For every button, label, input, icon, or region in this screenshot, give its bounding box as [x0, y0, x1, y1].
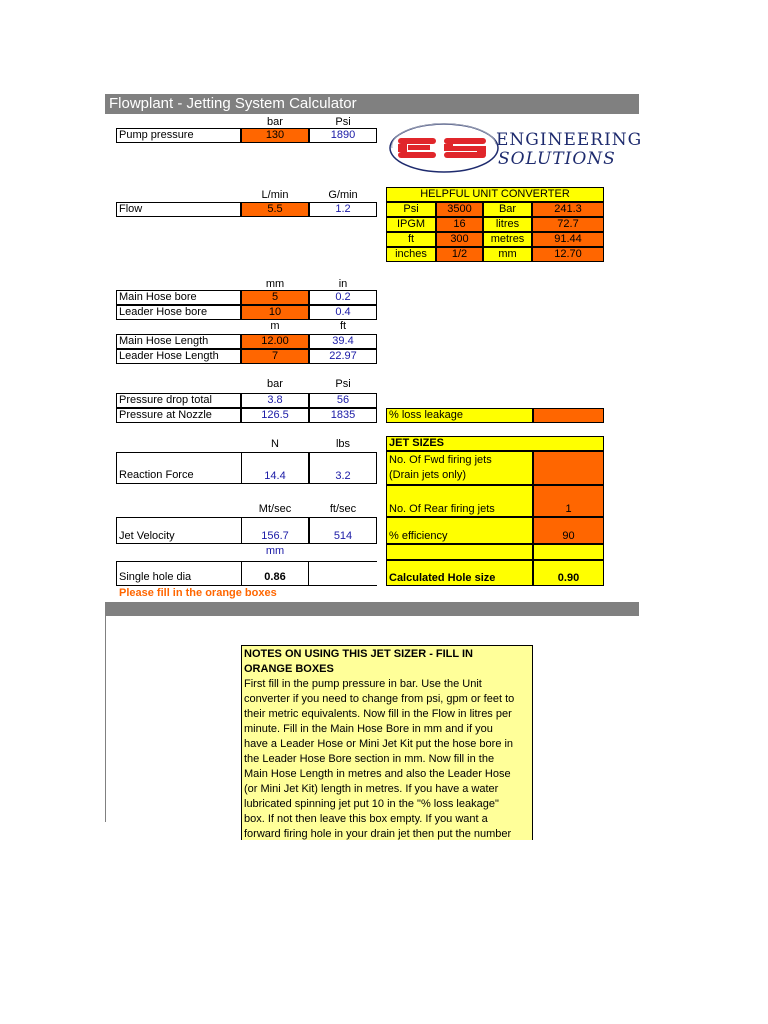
blank-cell — [309, 561, 377, 586]
notes-line: forward firing hole in your drain jet then put the number — [244, 828, 512, 840]
converter-input-1[interactable]: 3500 — [436, 202, 483, 217]
leader-hose-bore-mm-input[interactable]: 10 — [241, 305, 309, 320]
length-unit-ft: ft — [339, 320, 347, 332]
main-hose-length-ft-value: 39.4 — [309, 334, 377, 349]
pressure-at-nozzle-label: Pressure at Nozzle — [116, 408, 241, 423]
blank-yellow-cell — [533, 544, 604, 560]
notes-line: box. If not then leave this box empty. If you want a — [244, 813, 488, 825]
converter-unit-2: mm — [483, 247, 532, 262]
main-hose-length-m-input[interactable]: 12.00 — [241, 334, 309, 349]
notes-line: the Leader Hose Bore section in mm. Now fill in the — [244, 753, 495, 765]
pressure-unit-bar: bar — [267, 116, 283, 128]
loss-leakage-label: % loss leakage — [386, 408, 533, 423]
main-hose-length-label: Main Hose Length — [116, 334, 241, 349]
converter-result: 12.70 — [532, 247, 604, 262]
notes-line: (or Mini Jet Kit) length in metres. If you have a water — [244, 783, 499, 795]
converter-unit-1: ft — [386, 232, 436, 247]
pump-pressure-bar-input[interactable]: 130 — [241, 128, 309, 143]
fwd-jets-label-line-2: (Drain jets only) — [389, 469, 467, 481]
converter-row — [386, 247, 604, 262]
notes-line: have a Leader Hose or Mini Jet Kit put the hose bore in — [244, 738, 514, 750]
reaction-force-box — [116, 452, 241, 484]
logo-line-1: ENGINEERING — [496, 130, 643, 150]
flow-unit-lmin: L/min — [261, 189, 289, 201]
blank-yellow-cell — [386, 544, 533, 560]
reaction-unit-n: N — [271, 438, 279, 450]
converter-unit-1: IPGM — [386, 217, 436, 232]
pressure-nozzle-bar-value: 126.5 — [241, 408, 309, 423]
pressure-drop-bar-value: 3.8 — [241, 393, 309, 408]
rear-jets-input[interactable]: 1 — [533, 485, 604, 517]
notes-box — [241, 645, 533, 840]
leader-hose-bore-label: Leader Hose bore — [116, 305, 241, 320]
notes-line: minute. Fill in the Main Hose Bore in mm and if you — [244, 723, 493, 735]
converter-input-1[interactable]: 16 — [436, 217, 483, 232]
es-logo-icon — [388, 118, 500, 174]
drop-unit-psi: Psi — [335, 378, 351, 390]
main-hose-bore-label: Main Hose bore — [116, 290, 241, 305]
length-unit-m: m — [270, 320, 280, 332]
converter-unit-2: litres — [483, 217, 532, 232]
pressure-nozzle-psi-value: 1835 — [309, 408, 377, 423]
reaction-force-n-value: 14.4 — [241, 452, 309, 484]
converter-unit-2: metres — [483, 232, 532, 247]
leader-hose-length-m-input[interactable]: 7 — [241, 349, 309, 364]
flow-unit-gmin: G/min — [328, 189, 358, 201]
fwd-jets-label-line-1: No. Of Fwd firing jets — [389, 454, 492, 466]
sheet-bottom-bar — [105, 602, 639, 616]
fwd-jets-input[interactable] — [533, 451, 604, 485]
velocity-unit-ftsec: ft/sec — [329, 503, 357, 515]
leader-hose-length-ft-value: 22.97 — [309, 349, 377, 364]
pump-pressure-label: Pump pressure — [116, 128, 241, 143]
converter-row — [386, 232, 604, 247]
jet-velocity-label: Jet Velocity — [116, 517, 241, 544]
leader-hose-length-label: Leader Hose Length — [116, 349, 241, 364]
pressure-drop-total-label: Pressure drop total — [116, 393, 241, 408]
converter-input-1[interactable]: 1/2 — [436, 247, 483, 262]
converter-result: 91.44 — [532, 232, 604, 247]
pressure-drop-psi-value: 56 — [309, 393, 377, 408]
notes-line: converter if you need to change from psi, gpm or feet to — [244, 693, 515, 705]
bore-unit-in: in — [338, 278, 348, 290]
notes-heading-1: NOTES ON USING THIS JET SIZER - FILL IN — [244, 648, 473, 660]
converter-row — [386, 202, 604, 217]
main-hose-bore-mm-input[interactable]: 5 — [241, 290, 309, 305]
leader-hose-bore-in-value: 0.4 — [309, 305, 377, 320]
reaction-force-label: Reaction Force — [119, 469, 194, 481]
flow-label: Flow — [116, 202, 241, 217]
jet-velocity-ft-value: 514 — [309, 517, 377, 544]
pressure-unit-psi: Psi — [335, 116, 351, 128]
single-hole-dia-value: 0.86 — [241, 561, 309, 586]
engineering-solutions-logo — [388, 118, 643, 174]
calculated-hole-size-label: Calculated Hole size — [386, 560, 533, 586]
rear-jets-label: No. Of Rear firing jets — [386, 485, 533, 517]
page-title: Flowplant - Jetting System Calculator — [105, 94, 639, 114]
converter-result: 241.3 — [532, 202, 604, 217]
calculated-hole-size-value: 0.90 — [533, 560, 604, 586]
loss-leakage-input[interactable] — [533, 408, 604, 423]
pump-pressure-psi-value: 1890 — [309, 128, 377, 143]
flow-gmin-value: 1.2 — [309, 202, 377, 217]
hole-unit-mm: mm — [265, 545, 285, 557]
single-hole-dia-label: Single hole dia — [116, 561, 241, 586]
notes-heading-2: ORANGE BOXES — [244, 663, 334, 675]
main-hose-bore-in-value: 0.2 — [309, 290, 377, 305]
converter-unit-1: Psi — [386, 202, 436, 217]
notes-line: their metric equivalents. Now fill in the Flow in litres per — [244, 708, 512, 720]
drop-unit-bar: bar — [267, 378, 283, 390]
converter-input-1[interactable]: 300 — [436, 232, 483, 247]
velocity-unit-mtsec: Mt/sec — [258, 503, 292, 515]
notes-line: Main Hose Length in metres and also the Leader Hose — [244, 768, 511, 780]
converter-title: HELPFUL UNIT CONVERTER — [386, 187, 604, 202]
converter-unit-1: inches — [386, 247, 436, 262]
fwd-jets-label — [386, 451, 533, 485]
converter-row — [386, 217, 604, 232]
flow-lmin-input[interactable]: 5.5 — [241, 202, 309, 217]
jet-sizes-title: JET SIZES — [386, 436, 604, 451]
bore-unit-mm: mm — [265, 278, 285, 290]
converter-result: 72.7 — [532, 217, 604, 232]
notes-line: lubricated spinning jet put 10 in the "% loss leakage" — [244, 798, 499, 810]
logo-line-2: SOLUTIONS — [498, 149, 616, 169]
reaction-force-lbs-value: 3.2 — [309, 452, 377, 484]
fill-orange-note: Please fill in the orange boxes — [119, 587, 277, 599]
converter-unit-2: Bar — [483, 202, 532, 217]
notes-line: First fill in the pump pressure in bar. Use the Unit — [244, 678, 482, 690]
jet-velocity-mt-value: 156.7 — [241, 517, 309, 544]
efficiency-input[interactable]: 90 — [533, 517, 604, 544]
efficiency-label: % efficiency — [386, 517, 533, 544]
reaction-unit-lbs: lbs — [335, 438, 351, 450]
